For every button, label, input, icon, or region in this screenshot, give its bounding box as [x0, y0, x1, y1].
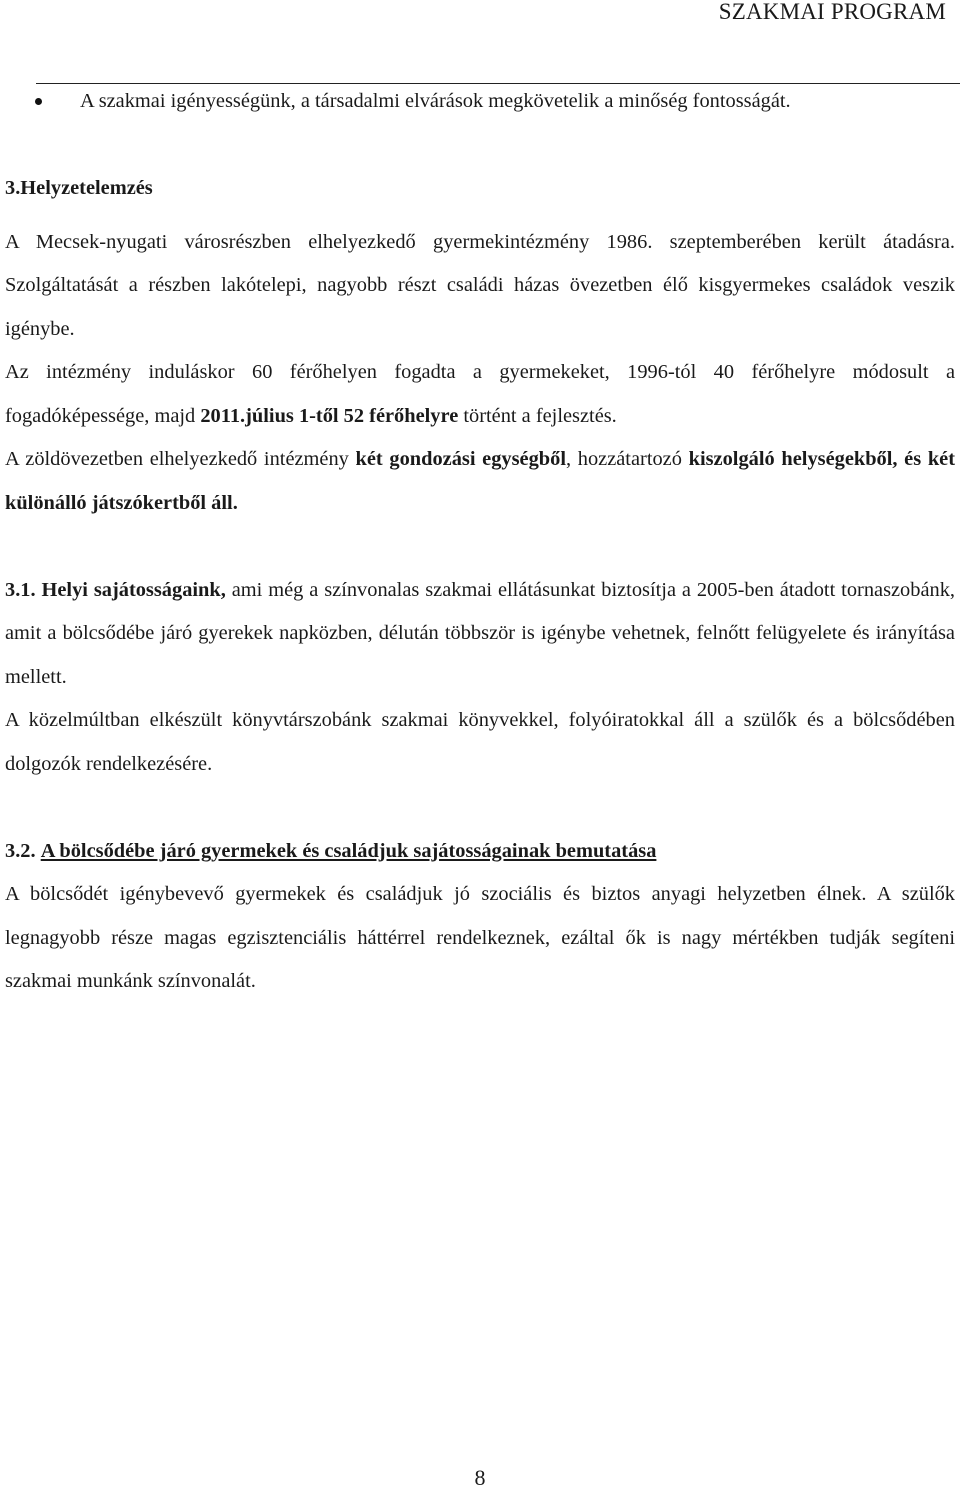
section-3-paragraph-2 [5, 351, 955, 438]
section-3-heading: 3.Helyzetelemzés [5, 177, 153, 199]
p2-text-a: Az intézmény induláskor 60 férőhelyen fogadta a gyermekeket, 1996-tól 40 férőhelyre módosult a fogadóképessége, majd [5, 361, 955, 427]
bullet-dot-icon [35, 98, 42, 105]
p3-text-a: A zöldövezetben elhelyezkedő intézmény [5, 448, 356, 470]
bullet-item [5, 80, 955, 124]
bullet-text: A szakmai igényességünk, a társadalmi elvárások megkövetelik a minőség fontosságát. [80, 90, 791, 112]
section-3-paragraph-3 [5, 438, 955, 525]
section-3-1-text: ami még a színvonalas szakmai ellátásunkat biztosítja a 2005-ben átadott tornaszobánk, amit a bölcsődébe járó gyerekek napközben, délután többször is igénybe vehetnek, felnőtt felügyelete és irányítása mellett. [5, 578, 955, 688]
section-3-2-heading [5, 830, 955, 874]
section-3-1-heading: 3.1. Helyi sajátosságaink, [5, 578, 226, 601]
p3-text-bold-1: két gondozási egységből [355, 448, 566, 470]
section-3-1-paragraph-1 [5, 569, 955, 700]
section-3-paragraph-1: A Mecsek-nyugati városrészben elhelyezkedő gyermekintézmény 1986. szeptemberében került átadásra. Szolgáltatását a részben lakótelepi, nagyobb részt családi házas övezetben élő kisgyermekes családok veszik igénybe. [5, 230, 955, 340]
section-3-2-title: A bölcsődébe járó gyermekek és családjuk sajátosságainak bemutatása [40, 839, 657, 862]
document-body [5, 80, 955, 1004]
p3-text-c: , hozzátartozó [566, 448, 689, 470]
p2-text-bold: 2011.július 1-től 52 férőhelyre [200, 404, 459, 427]
running-header: SZAKMAI PROGRAM [718, 0, 946, 24]
section-3-2-paragraph-1: A bölcsődét igénybevevő gyermekek és családjuk jó szociális és biztos anyagi helyzetben élnek. A szülők legnagyobb része magas egzisztenciális háttérrel rendelkeznek, ezáltal ők is nagy mértékben tudják segíteni szakmai munkánk színvonalát. [5, 883, 955, 992]
page-number: 8 [474, 1465, 486, 1490]
p2-text-c: történt a fejlesztés. [458, 404, 617, 427]
section-3-1-paragraph-2: A közelmúltban elkészült könyvtárszobánk szakmai könyvekkel, folyóiratokkal áll a szülők és a bölcsődében dolgozók rendelkezésére. [5, 709, 955, 775]
p3-text-bold-2: kiszolgáló helységekből, és két különálló játszókertből áll. [5, 448, 956, 514]
section-3-2-number: 3.2. [5, 839, 36, 862]
